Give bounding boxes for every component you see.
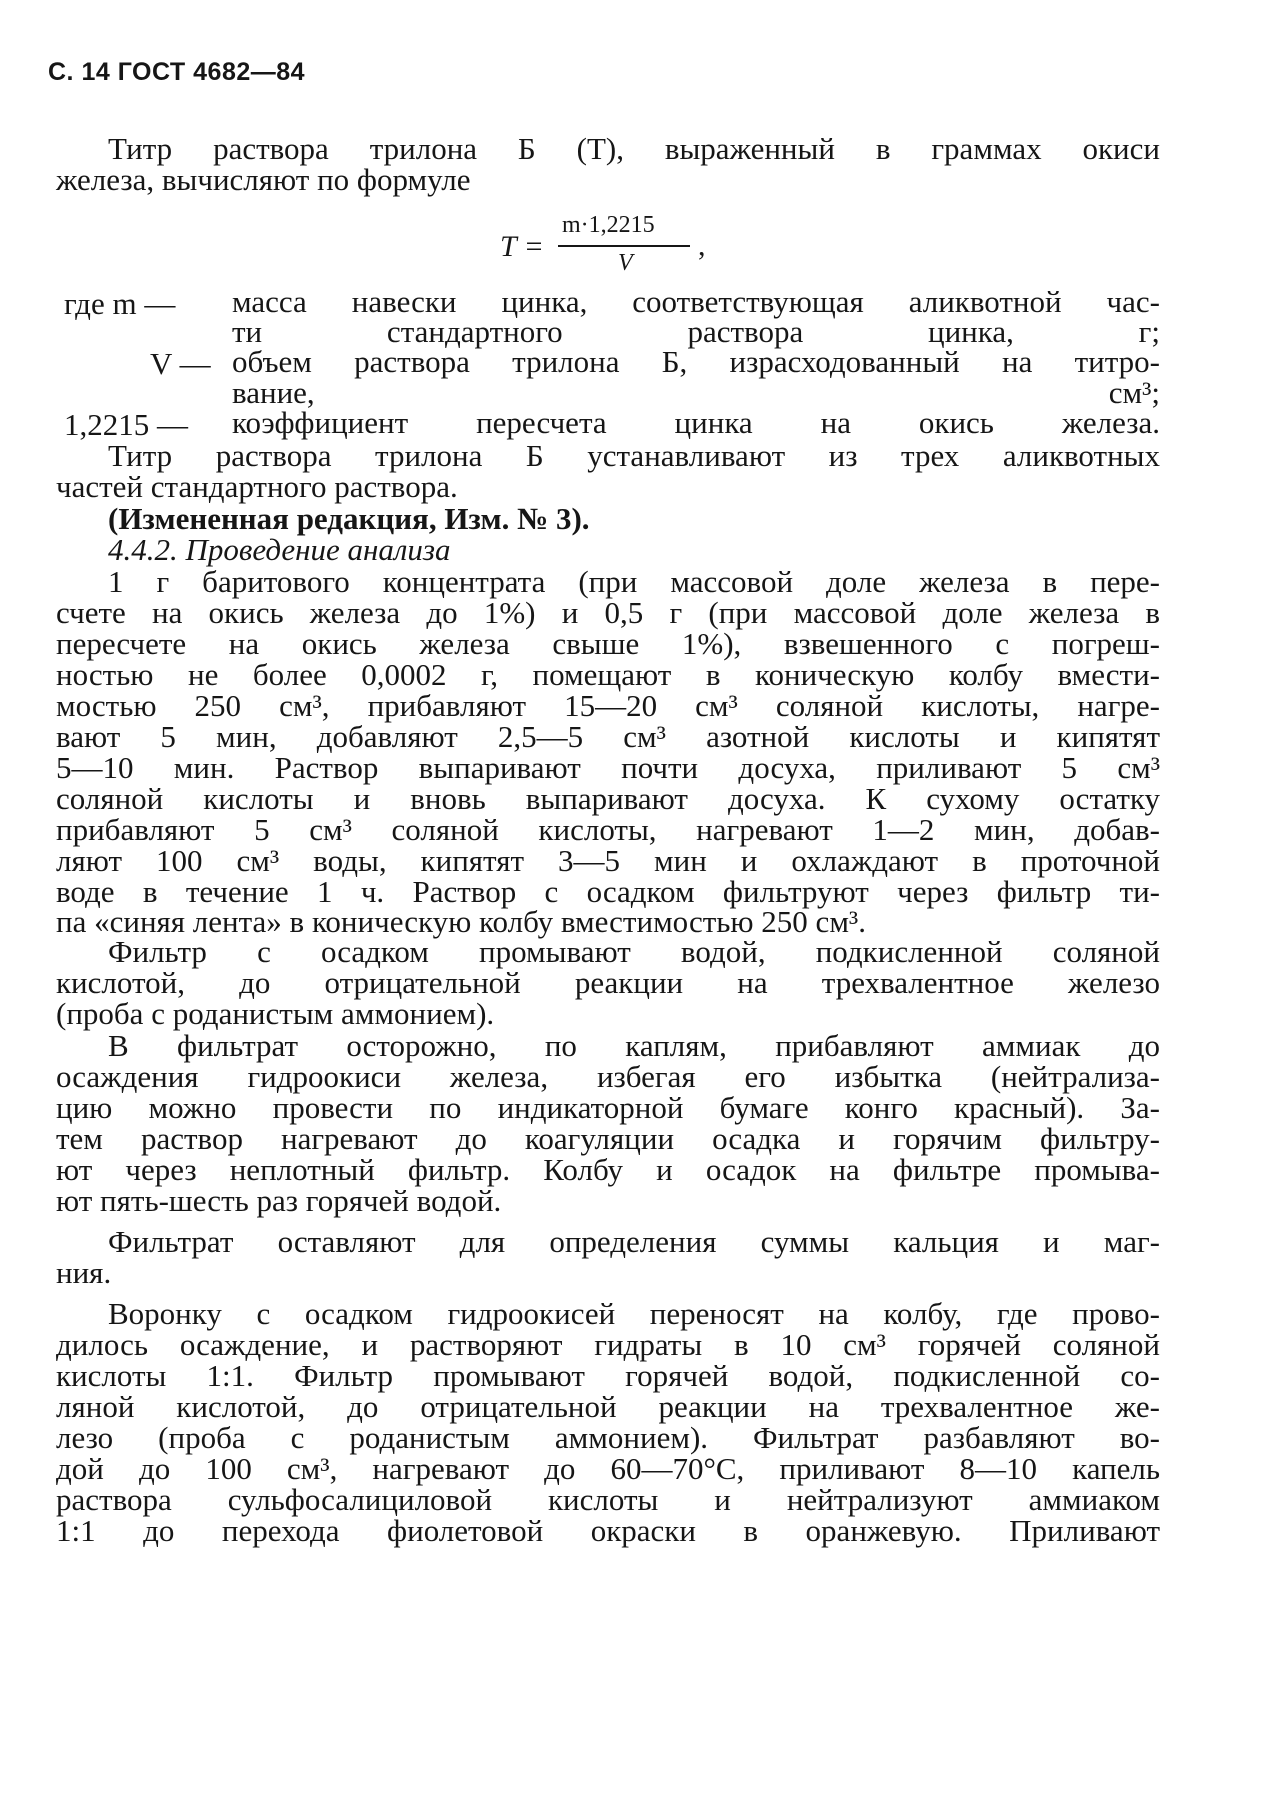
definition-coef-line-1: коэффициент пересчета цинка на окись железа.: [232, 405, 1160, 440]
para4-line: Фильтрат оставляют для определения суммы кальция и маг-: [108, 1224, 1160, 1259]
para5-line: раствора сульфосалициловой кислоты и нейтрализуют аммиаком: [56, 1482, 1160, 1517]
para5-line: 1:1 до перехода фиолетовой окраски в оранжевую. Приливают: [56, 1513, 1160, 1548]
section-heading: 4.4.2. Проведение анализа: [108, 532, 451, 567]
definition-m-line-1: масса навески цинка, соответствующая аликвотной час-: [232, 284, 1160, 319]
titr-note-line-2: частей стандартного раствора.: [56, 469, 458, 504]
definition-term-coef: 1,2215 —: [64, 407, 188, 442]
para3-line: тем раствор нагревают до коагуляции осадка и горячим фильтру-: [56, 1121, 1160, 1156]
para5-line: кислоты 1:1. Фильтр промывают горячей водой, подкисленной со-: [56, 1358, 1160, 1393]
intro-line-1: Титр раствора трилона Б (Т), выраженный в граммах окиси: [108, 131, 1160, 166]
para2-line: (проба с роданистым аммонием).: [56, 996, 495, 1031]
para5-line: лезо (проба с роданистым аммонием). Фильтрат разбавляют во-: [56, 1420, 1160, 1455]
para3-line: В фильтрат осторожно, по каплям, прибавляют аммиак до: [108, 1028, 1160, 1063]
para1-line: 5—10 мин. Раствор выпаривают почти досуха, приливают 5 см³: [56, 750, 1160, 785]
para3-line: ют пять-шесть раз горячей водой.: [56, 1183, 502, 1218]
para1-line: прибавляют 5 см³ соляной кислоты, нагревают 1—2 мин, добав-: [56, 812, 1160, 847]
para1-line: вают 5 мин, добавляют 2,5—5 см³ азотной кислоты и кипятят: [56, 719, 1160, 754]
titr-note-line-1: Титр раствора трилона Б устанавливают из трех аликвотных: [108, 438, 1160, 473]
para5-line: дилось осаждение, и растворяют гидраты в 10 см³ горячей соляной: [56, 1327, 1160, 1362]
para5-line: Воронку с осадком гидроокисей переносят на колбу, где прово-: [108, 1296, 1160, 1331]
para3-line: цию можно провести по индикаторной бумаге конго красный). За-: [56, 1090, 1160, 1125]
para1-line: па «синяя лента» в коническую колбу вместимостью 250 см³.: [56, 904, 866, 939]
formula-lhs: T =: [500, 230, 544, 263]
para4-line: ния.: [56, 1255, 112, 1290]
para1-line: 1 г баритового концентрата (при массовой доле железа в пере-: [108, 564, 1160, 599]
para2-line: кислотой, до отрицательной реакции на трехвалентное железо: [56, 965, 1160, 1000]
para1-line: воде в течение 1 ч. Раствор с осадком фильтруют через фильтр ти-: [56, 874, 1160, 909]
para5-line: дой до 100 см³, нагревают до 60—70°С, приливают 8—10 капель: [56, 1451, 1160, 1486]
para1-line: пересчете на окись железа свыше 1%), взвешенного с погреш-: [56, 626, 1160, 661]
definition-term-m: где m —: [64, 286, 176, 321]
page-header: С. 14 ГОСТ 4682—84: [48, 58, 306, 86]
definition-v-line-2: вание, см³;: [232, 375, 1160, 410]
para5-line: ляной кислотой, до отрицательной реакции на трехвалентное же-: [56, 1389, 1160, 1424]
titer-formula: [500, 212, 710, 282]
para3-line: осаждения гидроокиси железа, избегая его избытка (нейтрализа-: [56, 1059, 1160, 1094]
para3-line: ют через неплотный фильтр. Колбу и осадок на фильтре промыва-: [56, 1152, 1160, 1187]
para1-line: ностью не более 0,0002 г, помещают в коническую колбу вмести-: [56, 657, 1160, 692]
para1-line: счете на окись железа до 1%) и 0,5 г (при массовой доле железа в: [56, 595, 1160, 630]
change-note: (Измененная редакция, Изм. № 3).: [108, 501, 590, 536]
para1-line: ляют 100 см³ воды, кипятят 3—5 мин и охлаждают в проточной: [56, 843, 1160, 878]
para1-line: соляной кислоты и вновь выпаривают досуха. К сухому остатку: [56, 781, 1160, 816]
fraction-bar: [558, 245, 690, 247]
definition-v-line-1: объем раствора трилона Б, израсходованный на титро-: [232, 344, 1160, 379]
intro-line-2: железа, вычисляют по формуле: [56, 162, 471, 197]
formula-denominator: V: [618, 250, 633, 276]
formula-numerator: m·1,2215: [562, 212, 655, 238]
definition-m-line-2: ти стандартного раствора цинка, г;: [232, 314, 1160, 349]
definition-term-v: V —: [150, 346, 211, 381]
formula-comma: ,: [698, 229, 706, 262]
para1-line: мостью 250 см³, прибавляют 15—20 см³ соляной кислоты, нагре-: [56, 688, 1160, 723]
para2-line: Фильтр с осадком промывают водой, подкисленной соляной: [108, 934, 1160, 969]
